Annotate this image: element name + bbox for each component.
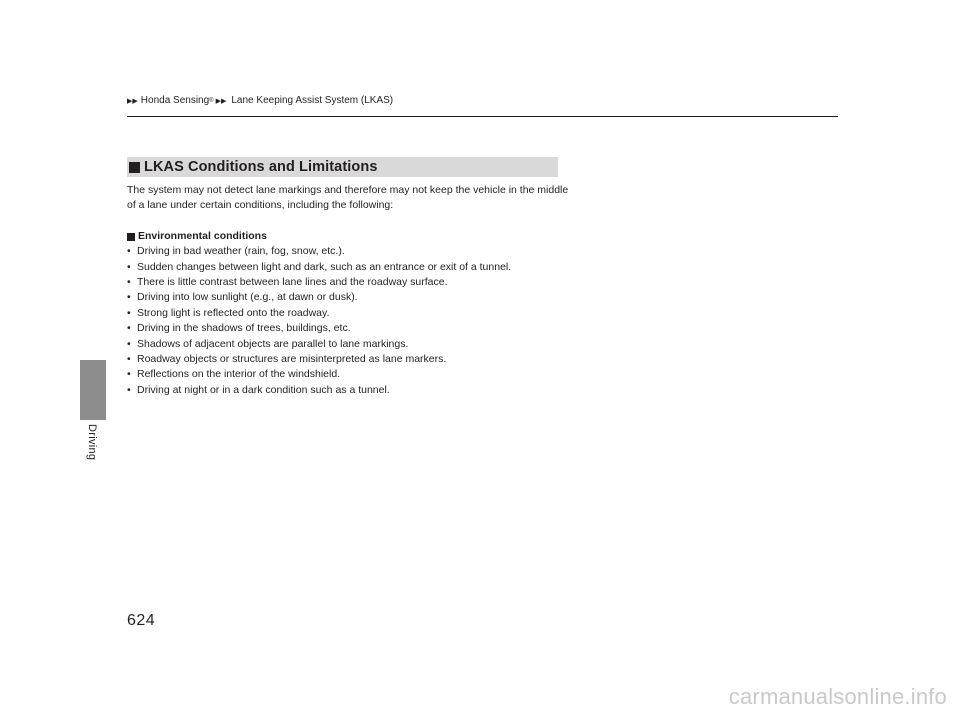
square-bullet-icon <box>127 233 135 241</box>
bullet-dot-icon: • <box>127 353 131 366</box>
chapter-label: Driving <box>86 424 98 461</box>
square-bullet-icon <box>129 162 140 173</box>
list-item-text: Driving at night or in a dark condition such as a tunnel. <box>137 383 390 396</box>
triangle-right-icon: ▶ <box>127 97 133 105</box>
list-item-text: Driving in the shadows of trees, buildings, etc. <box>137 322 351 335</box>
bullet-dot-icon: • <box>127 337 131 350</box>
triangle-right-icon: ▶ <box>132 97 138 105</box>
list-item <box>127 275 577 290</box>
breadcrumb-item-lkas[interactable]: Lane Keeping Assist System (LKAS) <box>231 95 394 106</box>
list-item-text: There is little contrast between lane lines and the roadway surface. <box>137 276 448 289</box>
section-content <box>127 183 577 398</box>
list-item <box>127 321 577 336</box>
chapter-tab[interactable] <box>80 360 106 420</box>
bullet-dot-icon: • <box>127 245 131 258</box>
section-title: LKAS Conditions and Limitations <box>144 159 378 175</box>
list-item <box>127 352 577 367</box>
watermark: carmanualsonline.info <box>728 684 947 709</box>
breadcrumb-item-honda-sensing[interactable]: Honda Sensing <box>140 95 210 106</box>
bullet-dot-icon: • <box>127 276 131 289</box>
triangle-right-icon: ▶ <box>215 97 221 105</box>
list-item <box>127 383 577 398</box>
subsection-heading <box>127 229 577 244</box>
list-item <box>127 337 577 352</box>
list-item-text: Driving into low sunlight (e.g., at dawn or dusk). <box>137 291 358 304</box>
bullet-dot-icon: • <box>127 368 131 381</box>
subsection-title: Environmental conditions <box>138 229 267 242</box>
list-item <box>127 306 577 321</box>
bullet-dot-icon: • <box>127 260 131 273</box>
bullet-dot-icon: • <box>127 322 131 335</box>
list-item <box>127 367 577 382</box>
bullet-dot-icon: • <box>127 383 131 396</box>
registered-mark: ® <box>209 97 214 104</box>
section-header <box>127 157 558 177</box>
page-number: 624 <box>127 612 156 629</box>
list-item-text: Roadway objects or structures are misinterpreted as lane markers. <box>137 353 447 366</box>
bullet-dot-icon: • <box>127 291 131 304</box>
triangle-right-icon: ▶ <box>220 97 227 105</box>
list-item <box>127 290 577 305</box>
header-divider <box>127 116 838 117</box>
breadcrumb <box>127 95 393 106</box>
list-item <box>127 260 577 275</box>
list-item-text: Sudden changes between light and dark, such as an entrance or exit of a tunnel. <box>137 260 512 273</box>
bullet-dot-icon: • <box>127 306 131 319</box>
list-item-text: Driving in bad weather (rain, fog, snow, etc.). <box>137 245 345 258</box>
intro-paragraph: The system may not detect lane markings and therefore may not keep the vehicle in the middle of a lane under certain conditions, including the following: <box>127 184 569 212</box>
list-item-text: Shadows of adjacent objects are parallel to lane markings. <box>137 337 409 350</box>
list-item-text: Reflections on the interior of the windshield. <box>137 368 341 381</box>
conditions-list <box>127 244 577 398</box>
list-item-text: Strong light is reflected onto the roadway. <box>137 306 330 319</box>
list-item <box>127 244 577 259</box>
